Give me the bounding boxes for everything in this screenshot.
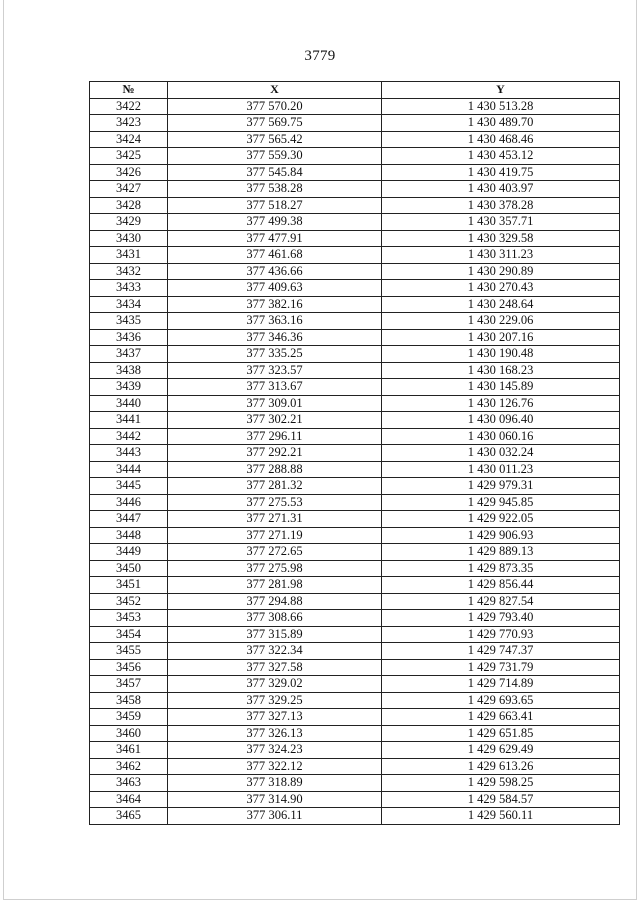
- cell-x: 377 275.98: [168, 560, 382, 577]
- table-row: [90, 395, 620, 412]
- table-row: [90, 428, 620, 445]
- cell-number: 3462: [90, 758, 168, 775]
- table-row: [90, 445, 620, 462]
- cell-x: 377 288.88: [168, 461, 382, 478]
- table-row: [90, 758, 620, 775]
- cell-number: 3465: [90, 808, 168, 825]
- table-row: [90, 214, 620, 231]
- cell-x: 377 272.65: [168, 544, 382, 561]
- cell-y: 1 429 827.54: [382, 593, 620, 610]
- cell-number: 3434: [90, 296, 168, 313]
- page-number: 3779: [304, 48, 336, 64]
- table-row: [90, 709, 620, 726]
- cell-number: 3447: [90, 511, 168, 528]
- table-row: [90, 676, 620, 693]
- cell-x: 377 302.21: [168, 412, 382, 429]
- cell-x: 377 281.98: [168, 577, 382, 594]
- table-row: [90, 329, 620, 346]
- table-body: [90, 98, 620, 824]
- cell-number: 3429: [90, 214, 168, 231]
- cell-y: 1 430 248.64: [382, 296, 620, 313]
- cell-y: 1 430 229.06: [382, 313, 620, 330]
- cell-number: 3424: [90, 131, 168, 148]
- cell-x: 377 326.13: [168, 725, 382, 742]
- cell-y: 1 430 468.46: [382, 131, 620, 148]
- header-number: №: [90, 82, 168, 99]
- cell-y: 1 430 311.23: [382, 247, 620, 264]
- cell-number: 3445: [90, 478, 168, 495]
- table-row: [90, 164, 620, 181]
- cell-y: 1 429 856.44: [382, 577, 620, 594]
- table-row: [90, 791, 620, 808]
- cell-y: 1 429 613.26: [382, 758, 620, 775]
- cell-number: 3427: [90, 181, 168, 198]
- table-row: [90, 593, 620, 610]
- cell-number: 3455: [90, 643, 168, 660]
- cell-y: 1 430 357.71: [382, 214, 620, 231]
- cell-x: 377 382.16: [168, 296, 382, 313]
- table-row: [90, 643, 620, 660]
- cell-number: 3425: [90, 148, 168, 165]
- cell-x: 377 570.20: [168, 98, 382, 115]
- cell-y: 1 430 453.12: [382, 148, 620, 165]
- cell-y: 1 429 651.85: [382, 725, 620, 742]
- table-row: [90, 808, 620, 825]
- table-row: [90, 362, 620, 379]
- cell-x: 377 545.84: [168, 164, 382, 181]
- cell-x: 377 477.91: [168, 230, 382, 247]
- cell-number: 3430: [90, 230, 168, 247]
- cell-x: 377 327.58: [168, 659, 382, 676]
- cell-number: 3428: [90, 197, 168, 214]
- cell-x: 377 308.66: [168, 610, 382, 627]
- cell-x: 377 296.11: [168, 428, 382, 445]
- cell-number: 3449: [90, 544, 168, 561]
- table-row: [90, 742, 620, 759]
- cell-number: 3436: [90, 329, 168, 346]
- cell-x: 377 569.75: [168, 115, 382, 132]
- cell-number: 3453: [90, 610, 168, 627]
- table-row: [90, 478, 620, 495]
- header-x: X: [168, 82, 382, 99]
- cell-y: 1 430 489.70: [382, 115, 620, 132]
- cell-x: 377 313.67: [168, 379, 382, 396]
- cell-number: 3426: [90, 164, 168, 181]
- cell-x: 377 499.38: [168, 214, 382, 231]
- cell-number: 3460: [90, 725, 168, 742]
- table-row: [90, 379, 620, 396]
- cell-number: 3454: [90, 626, 168, 643]
- cell-x: 377 271.31: [168, 511, 382, 528]
- cell-y: 1 429 793.40: [382, 610, 620, 627]
- cell-y: 1 429 584.57: [382, 791, 620, 808]
- cell-y: 1 430 011.23: [382, 461, 620, 478]
- table-row: [90, 263, 620, 280]
- cell-number: 3423: [90, 115, 168, 132]
- table-row: [90, 544, 620, 561]
- cell-y: 1 429 663.41: [382, 709, 620, 726]
- cell-number: 3444: [90, 461, 168, 478]
- cell-x: 377 409.63: [168, 280, 382, 297]
- table-row: [90, 230, 620, 247]
- cell-number: 3437: [90, 346, 168, 363]
- cell-y: 1 429 560.11: [382, 808, 620, 825]
- table-row: [90, 412, 620, 429]
- cell-number: 3446: [90, 494, 168, 511]
- cell-y: 1 429 629.49: [382, 742, 620, 759]
- cell-number: 3442: [90, 428, 168, 445]
- cell-y: 1 430 513.28: [382, 98, 620, 115]
- cell-x: 377 309.01: [168, 395, 382, 412]
- cell-number: 3435: [90, 313, 168, 330]
- table-row: [90, 560, 620, 577]
- cell-x: 377 565.42: [168, 131, 382, 148]
- cell-x: 377 329.25: [168, 692, 382, 709]
- cell-number: 3450: [90, 560, 168, 577]
- cell-x: 377 322.34: [168, 643, 382, 660]
- cell-y: 1 430 419.75: [382, 164, 620, 181]
- cell-y: 1 429 731.79: [382, 659, 620, 676]
- cell-x: 377 275.53: [168, 494, 382, 511]
- cell-y: 1 429 714.89: [382, 676, 620, 693]
- table-row: [90, 148, 620, 165]
- table-row: [90, 659, 620, 676]
- cell-number: 3431: [90, 247, 168, 264]
- table-row: [90, 131, 620, 148]
- cell-y: 1 429 693.65: [382, 692, 620, 709]
- table-row: [90, 296, 620, 313]
- cell-number: 3451: [90, 577, 168, 594]
- cell-y: 1 429 906.93: [382, 527, 620, 544]
- table-row: [90, 494, 620, 511]
- cell-x: 377 306.11: [168, 808, 382, 825]
- cell-number: 3458: [90, 692, 168, 709]
- cell-y: 1 430 329.58: [382, 230, 620, 247]
- cell-number: 3441: [90, 412, 168, 429]
- cell-x: 377 315.89: [168, 626, 382, 643]
- cell-number: 3459: [90, 709, 168, 726]
- table-row: [90, 577, 620, 594]
- cell-number: 3456: [90, 659, 168, 676]
- cell-x: 377 271.19: [168, 527, 382, 544]
- cell-x: 377 329.02: [168, 676, 382, 693]
- table-row: [90, 247, 620, 264]
- cell-x: 377 281.32: [168, 478, 382, 495]
- cell-x: 377 324.23: [168, 742, 382, 759]
- cell-y: 1 430 126.76: [382, 395, 620, 412]
- cell-x: 377 538.28: [168, 181, 382, 198]
- table-row: [90, 610, 620, 627]
- table-row: [90, 181, 620, 198]
- cell-x: 377 294.88: [168, 593, 382, 610]
- cell-number: 3422: [90, 98, 168, 115]
- cell-x: 377 322.12: [168, 758, 382, 775]
- cell-y: 1 429 770.93: [382, 626, 620, 643]
- cell-number: 3439: [90, 379, 168, 396]
- cell-y: 1 430 032.24: [382, 445, 620, 462]
- cell-y: 1 430 207.16: [382, 329, 620, 346]
- table-header-row: [90, 82, 620, 99]
- cell-x: 377 314.90: [168, 791, 382, 808]
- cell-number: 3463: [90, 775, 168, 792]
- cell-number: 3443: [90, 445, 168, 462]
- table-row: [90, 115, 620, 132]
- cell-y: 1 429 873.35: [382, 560, 620, 577]
- cell-number: 3432: [90, 263, 168, 280]
- table-row: [90, 775, 620, 792]
- cell-y: 1 429 945.85: [382, 494, 620, 511]
- cell-x: 377 318.89: [168, 775, 382, 792]
- cell-number: 3433: [90, 280, 168, 297]
- cell-number: 3464: [90, 791, 168, 808]
- table-row: [90, 346, 620, 363]
- cell-number: 3452: [90, 593, 168, 610]
- cell-x: 377 346.36: [168, 329, 382, 346]
- cell-y: 1 430 403.97: [382, 181, 620, 198]
- table-row: [90, 692, 620, 709]
- cell-number: 3448: [90, 527, 168, 544]
- cell-y: 1 430 145.89: [382, 379, 620, 396]
- cell-x: 377 559.30: [168, 148, 382, 165]
- table-row: [90, 461, 620, 478]
- cell-y: 1 429 922.05: [382, 511, 620, 528]
- cell-x: 377 335.25: [168, 346, 382, 363]
- cell-y: 1 430 096.40: [382, 412, 620, 429]
- cell-x: 377 323.57: [168, 362, 382, 379]
- cell-x: 377 518.27: [168, 197, 382, 214]
- table-row: [90, 527, 620, 544]
- table-row: [90, 98, 620, 115]
- cell-y: 1 429 889.13: [382, 544, 620, 561]
- cell-x: 377 461.68: [168, 247, 382, 264]
- coordinates-table: [89, 81, 620, 825]
- cell-y: 1 429 747.37: [382, 643, 620, 660]
- cell-y: 1 430 190.48: [382, 346, 620, 363]
- cell-number: 3457: [90, 676, 168, 693]
- cell-x: 377 327.13: [168, 709, 382, 726]
- header-y: Y: [382, 82, 620, 99]
- cell-y: 1 430 060.16: [382, 428, 620, 445]
- cell-x: 377 363.16: [168, 313, 382, 330]
- cell-number: 3461: [90, 742, 168, 759]
- table-row: [90, 197, 620, 214]
- cell-y: 1 429 979.31: [382, 478, 620, 495]
- cell-x: 377 292.21: [168, 445, 382, 462]
- table-row: [90, 313, 620, 330]
- cell-y: 1 429 598.25: [382, 775, 620, 792]
- cell-y: 1 430 378.28: [382, 197, 620, 214]
- cell-x: 377 436.66: [168, 263, 382, 280]
- table-row: [90, 725, 620, 742]
- cell-y: 1 430 168.23: [382, 362, 620, 379]
- cell-number: 3438: [90, 362, 168, 379]
- cell-y: 1 430 290.89: [382, 263, 620, 280]
- table-row: [90, 280, 620, 297]
- table-row: [90, 511, 620, 528]
- cell-y: 1 430 270.43: [382, 280, 620, 297]
- table-row: [90, 626, 620, 643]
- cell-number: 3440: [90, 395, 168, 412]
